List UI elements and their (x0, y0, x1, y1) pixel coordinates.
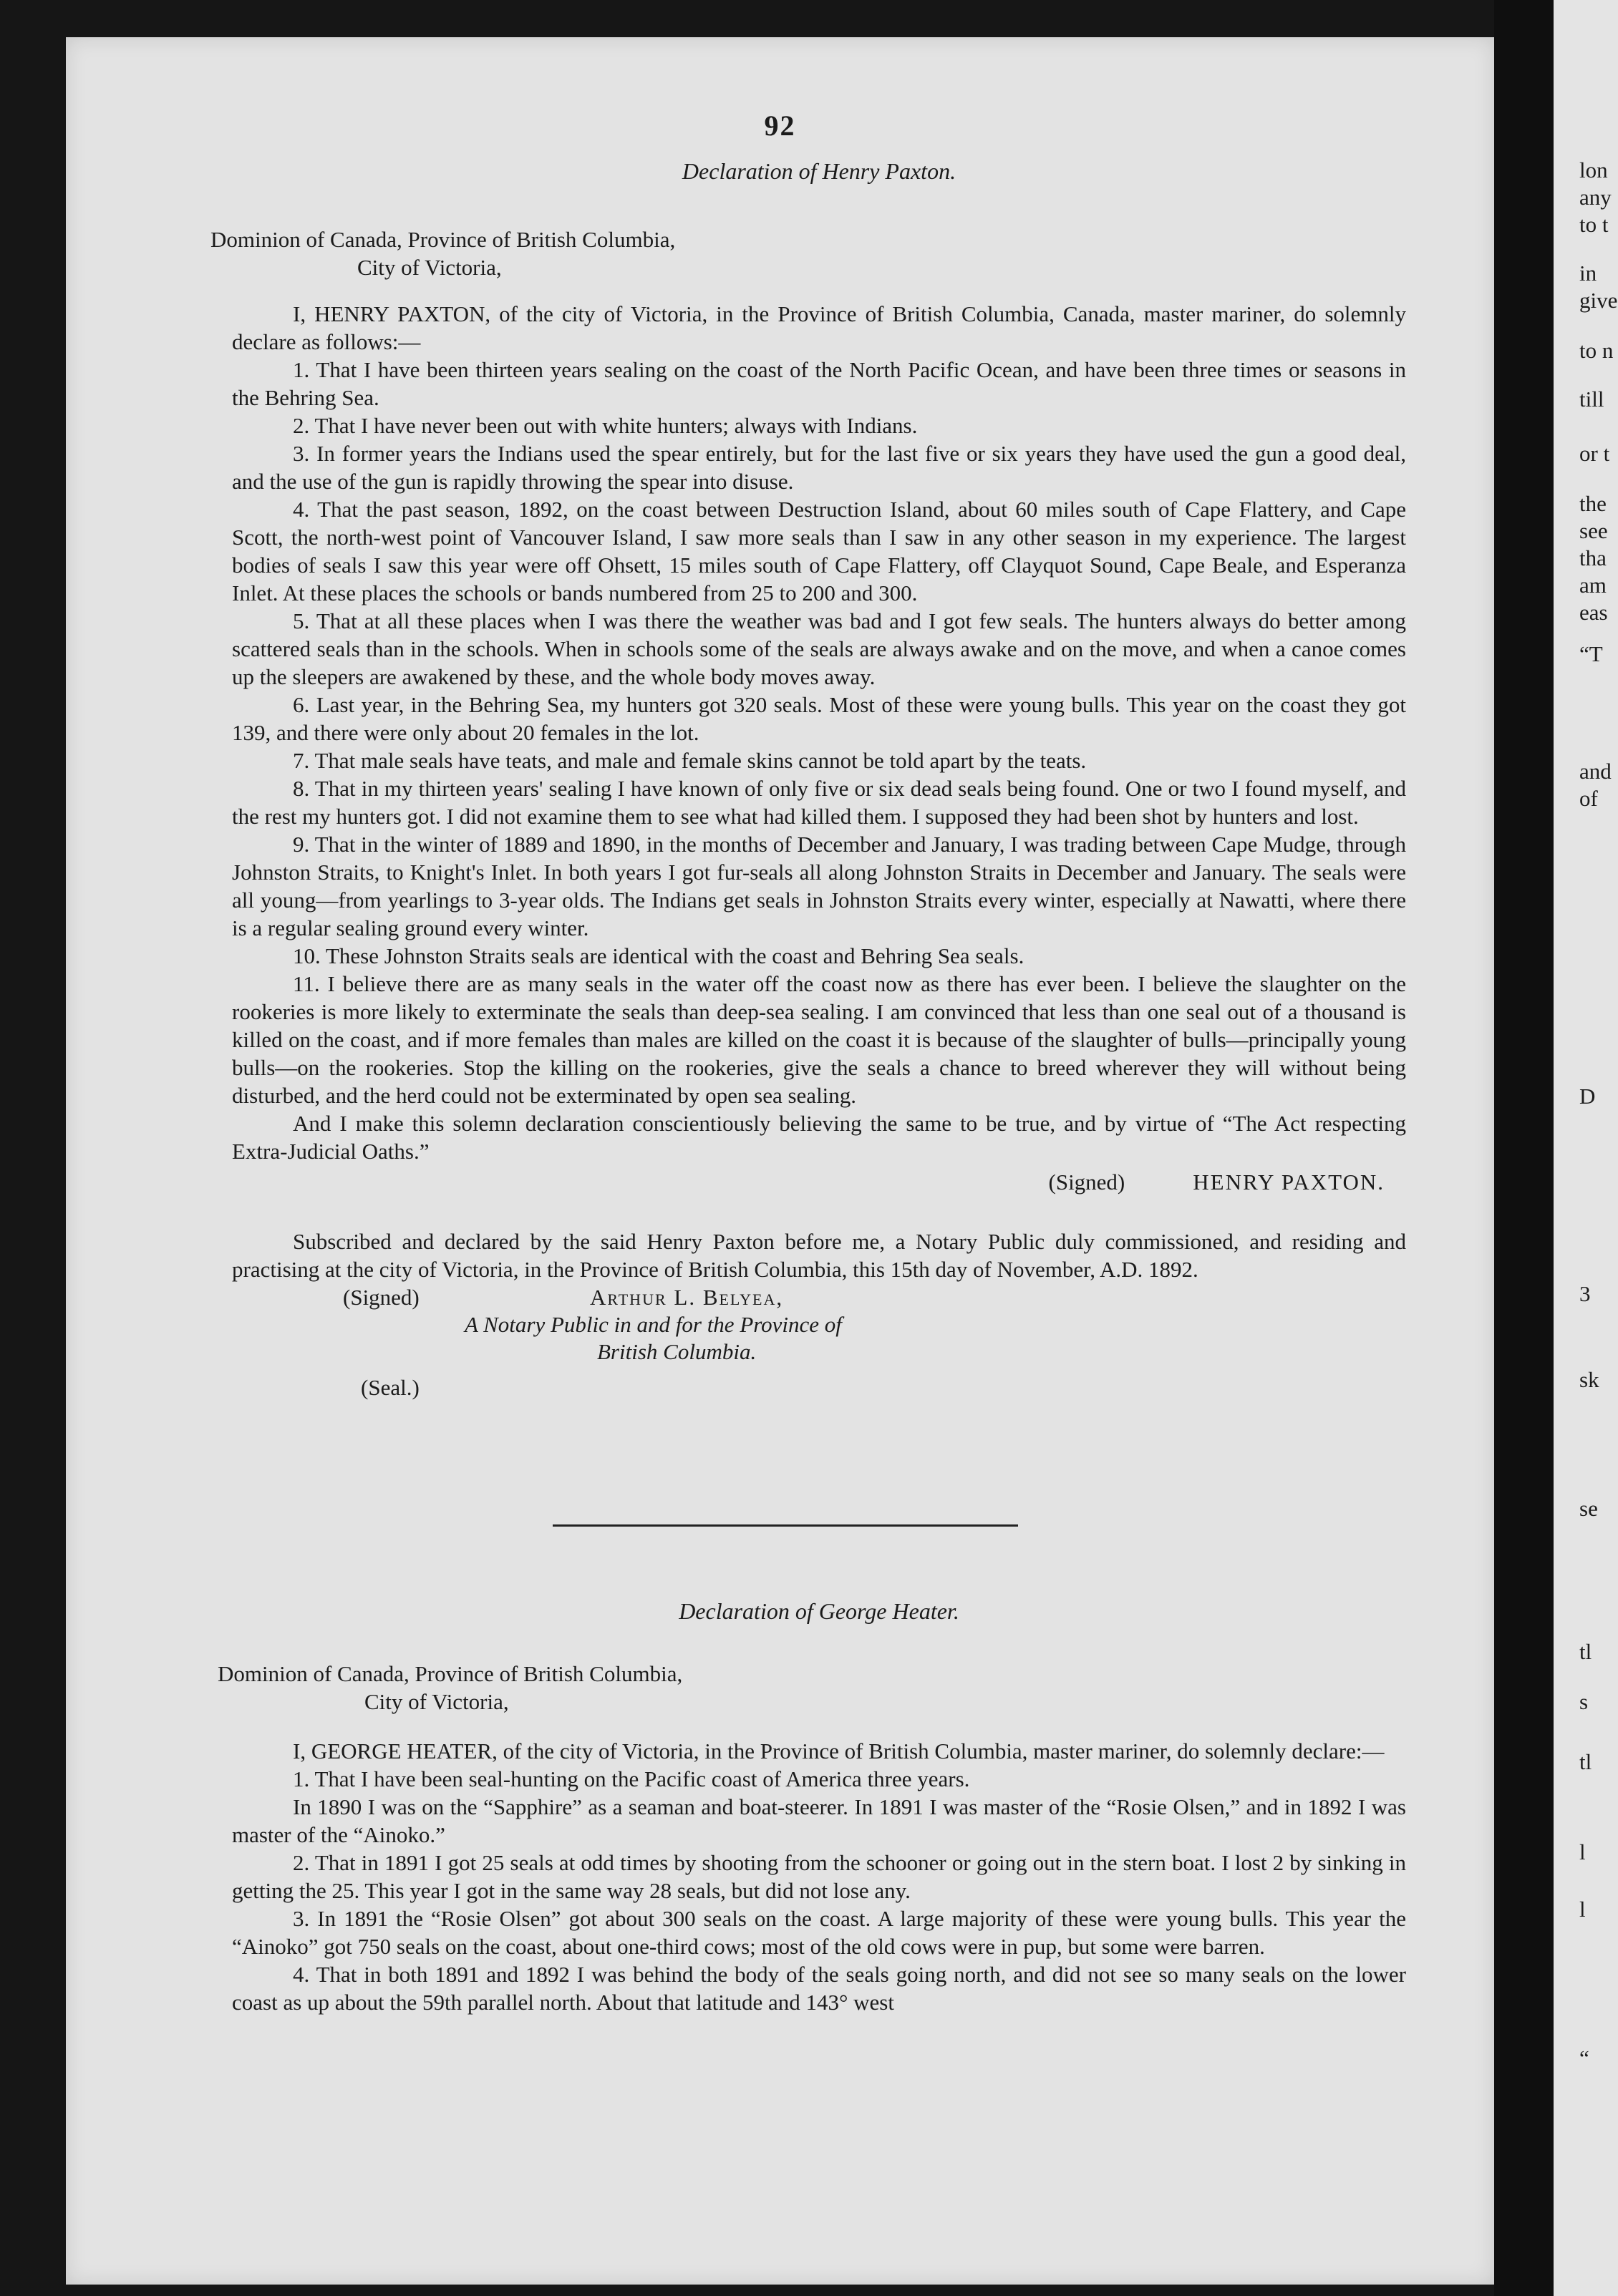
fragment: se (1579, 1496, 1598, 1521)
fragment: tl (1579, 1639, 1592, 1664)
signed-label: (Signed) (1048, 1169, 1125, 1195)
paragraph: 2. That I have never been out with white hunters; always with Indians. (293, 413, 918, 438)
fragment: 3 (1579, 1281, 1591, 1306)
notary-signature-block (232, 1283, 1406, 1400)
section-divider (553, 1524, 1018, 1527)
paragraph: 8. That in my thirteen years' sealing I have known of only five or six dead seals being found. One or two I found myself, and the rest my hunters got. I did not examine them to see what had killed them. I supposed they had been shot by hunters and lost. (232, 776, 1406, 829)
fragment: tha (1579, 545, 1607, 570)
fragment: see (1579, 518, 1608, 543)
binding-gutter (1494, 0, 1554, 2296)
paragraph: 1. That I have been thirteen years sealing on the coast of the North Pacific Ocean, and have been three times or seasons in the Behring Sea. (232, 357, 1406, 410)
fragment: in (1579, 261, 1597, 286)
paragraph: And I make this solemn declaration conscientiously believing the same to be true, and by virtue of “The Act respecting Extra-Judicial Oaths.” (232, 1111, 1406, 1164)
fragment: to n (1579, 338, 1614, 363)
declaration-heater (218, 1597, 1406, 2016)
paragraph: 4. That the past season, 1892, on the coast between Destruction Island, about 60 miles south of Cape Flattery, and Cape Scott, the north-west point of Vancouver Island, I saw more seals than I saw in any other season in my experience. The largest bodies of seals I saw this year were off Ohsett, 15 miles south of Cape Flattery, off Clayquot Sound, Cape Beale, and Esperanza Inlet. At these places the schools or bands numbered from 25 to 200 and 300. (232, 497, 1406, 605)
intro-paragraph: I, GEORGE HEATER, of the city of Victoria, in the Province of British Columbia, master mariner, do solemnly declare:— (293, 1738, 1385, 1764)
document-page (66, 37, 1494, 2285)
fragment: to t (1579, 212, 1609, 237)
fragment: and (1579, 759, 1612, 784)
notary-name: Arthur L. Belyea, (590, 1285, 784, 1310)
notary-title-2: British Columbia. (597, 1339, 757, 1364)
subscription-paragraph: Subscribed and declared by the said Henry Paxton before me, a Notary Public duly commissioned, and residing and practising at the city of Victoria, in the Province of British Columbia, this 15th day of November, A.D. 1892. (232, 1229, 1406, 1282)
fragment: l (1579, 1839, 1586, 1864)
fragment: l (1579, 1897, 1586, 1922)
fragment: give (1579, 288, 1618, 313)
location-line-1: Dominion of Canada, Province of British Columbia, (218, 1661, 683, 1686)
seal-label: (Seal.) (361, 1375, 420, 1400)
paragraph: 5. That at all these places when I was there the weather was bad and I got few seals. The hunters always do better among scattered seals than in the schools. When in schools some of the seals are always awake and on the move, and when a canoe comes up the sleepers are awakened by these, and the whole body moves away. (232, 608, 1406, 689)
location-line-2: City of Victoria, (357, 255, 502, 280)
fragment: of (1579, 786, 1598, 811)
section-heading: Declaration of George Heater. (679, 1598, 959, 1624)
fragment: “T (1579, 641, 1603, 666)
notary-title-1: A Notary Public in and for the Province of (465, 1312, 842, 1337)
fragment: lon (1579, 157, 1608, 183)
fragment: eas (1579, 600, 1608, 625)
paragraph: 11. I believe there are as many seals in the water off the coast now as there has ever been. I believe the slaughter on the rookeries is more likely to exterminate the seals than deep-sea sealing. I am convinced that less than one seal out of a thousand is killed on the coast, and if more females than males are killed on the coast it is because of the slaughter of bulls—principally young bulls—on the rookeries. Stop the killing on the rookeries, give the seals a chance to breed wherever they will without being disturbed, and the herd could not be exterminated by open sea sealing. (232, 971, 1406, 1108)
intro-paragraph: I, HENRY PAXTON, of the city of Victoria, in the Province of British Columbia, Canada, master mariner, do solemnly declare as follows:— (232, 301, 1406, 354)
notary-signed-label: (Signed) (343, 1285, 420, 1310)
paragraph: 10. These Johnston Straits seals are identical with the coast and Behring Sea seals. (293, 943, 1024, 968)
fragment: any (1579, 185, 1612, 210)
paragraph: 3. In former years the Indians used the spear entirely, but for the last five or six years they have used the gun a good deal, and the use of the gun is rapidly throwing the spear into disuse. (232, 441, 1406, 494)
paragraph: 3. In 1891 the “Rosie Olsen” got about 300 seals on the coast. A large majority of these were young bulls. This year the “Ainoko” got 750 seals on the coast, about one-third cows; most of the old cows were in pup, but some were barren. (232, 1906, 1406, 1959)
fragment: sk (1579, 1367, 1599, 1392)
fragment: the (1579, 491, 1607, 516)
location-line-2: City of Victoria, (364, 1689, 509, 1714)
page-number: 92 (764, 110, 796, 142)
declaration-paxton (210, 157, 1406, 1400)
fragment: or t (1579, 441, 1610, 466)
fragment: tl (1579, 1749, 1592, 1774)
paragraph: 2. That in 1891 I got 25 seals at odd times by shooting from the schooner or going out in the stern boat. I lost 2 by sinking in getting the 25. This year I got in the same way 28 seals, but did not lose any. (232, 1850, 1406, 1903)
fragment: “ (1579, 2046, 1589, 2071)
fragment: am (1579, 573, 1607, 598)
fragment: s (1579, 1689, 1589, 1714)
location-line-1: Dominion of Canada, Province of British Columbia, (210, 227, 676, 252)
paragraph: 9. That in the winter of 1889 and 1890, in the months of December and January, I was trading between Cape Mudge, through Johnston Straits, to Knight's Inlet. In both years I got fur-seals all along Johnston Straits in December and January. The seals were all young—from yearlings to 3-year olds. The Indians get seals in Johnston Straits every winter, especially at Nawatti, where there is a regular sealing ground every winter. (232, 832, 1406, 940)
signer-name: HENRY PAXTON. (1193, 1169, 1385, 1195)
section-heading: Declaration of Henry Paxton. (682, 158, 956, 184)
paragraph: 1. That I have been seal-hunting on the Pacific coast of America three years. (293, 1766, 970, 1791)
fragment: till (1579, 386, 1604, 412)
fragment: D (1579, 1084, 1596, 1109)
paragraph: 4. That in both 1891 and 1892 I was behind the body of the seals going north, and did not see so many seals on the lower coast as up about the 59th parallel north. About that latitude and 143° west (232, 1962, 1406, 2015)
signature-line (232, 1168, 1406, 1196)
adjacent-page-edge (1554, 0, 1618, 2296)
paragraph: In 1890 I was on the “Sapphire” as a seaman and boat-steerer. In 1891 I was master of the “Rosie Olsen,” and in 1892 I was master of the “Ainoko.” (232, 1794, 1406, 1847)
paragraph: 7. That male seals have teats, and male and female skins cannot be told apart by the teats. (293, 748, 1087, 773)
paragraph: 6. Last year, in the Behring Sea, my hunters got 320 seals. Most of these were young bulls. This year on the coast they got 139, and there were only about 20 females in the lot. (232, 692, 1406, 745)
